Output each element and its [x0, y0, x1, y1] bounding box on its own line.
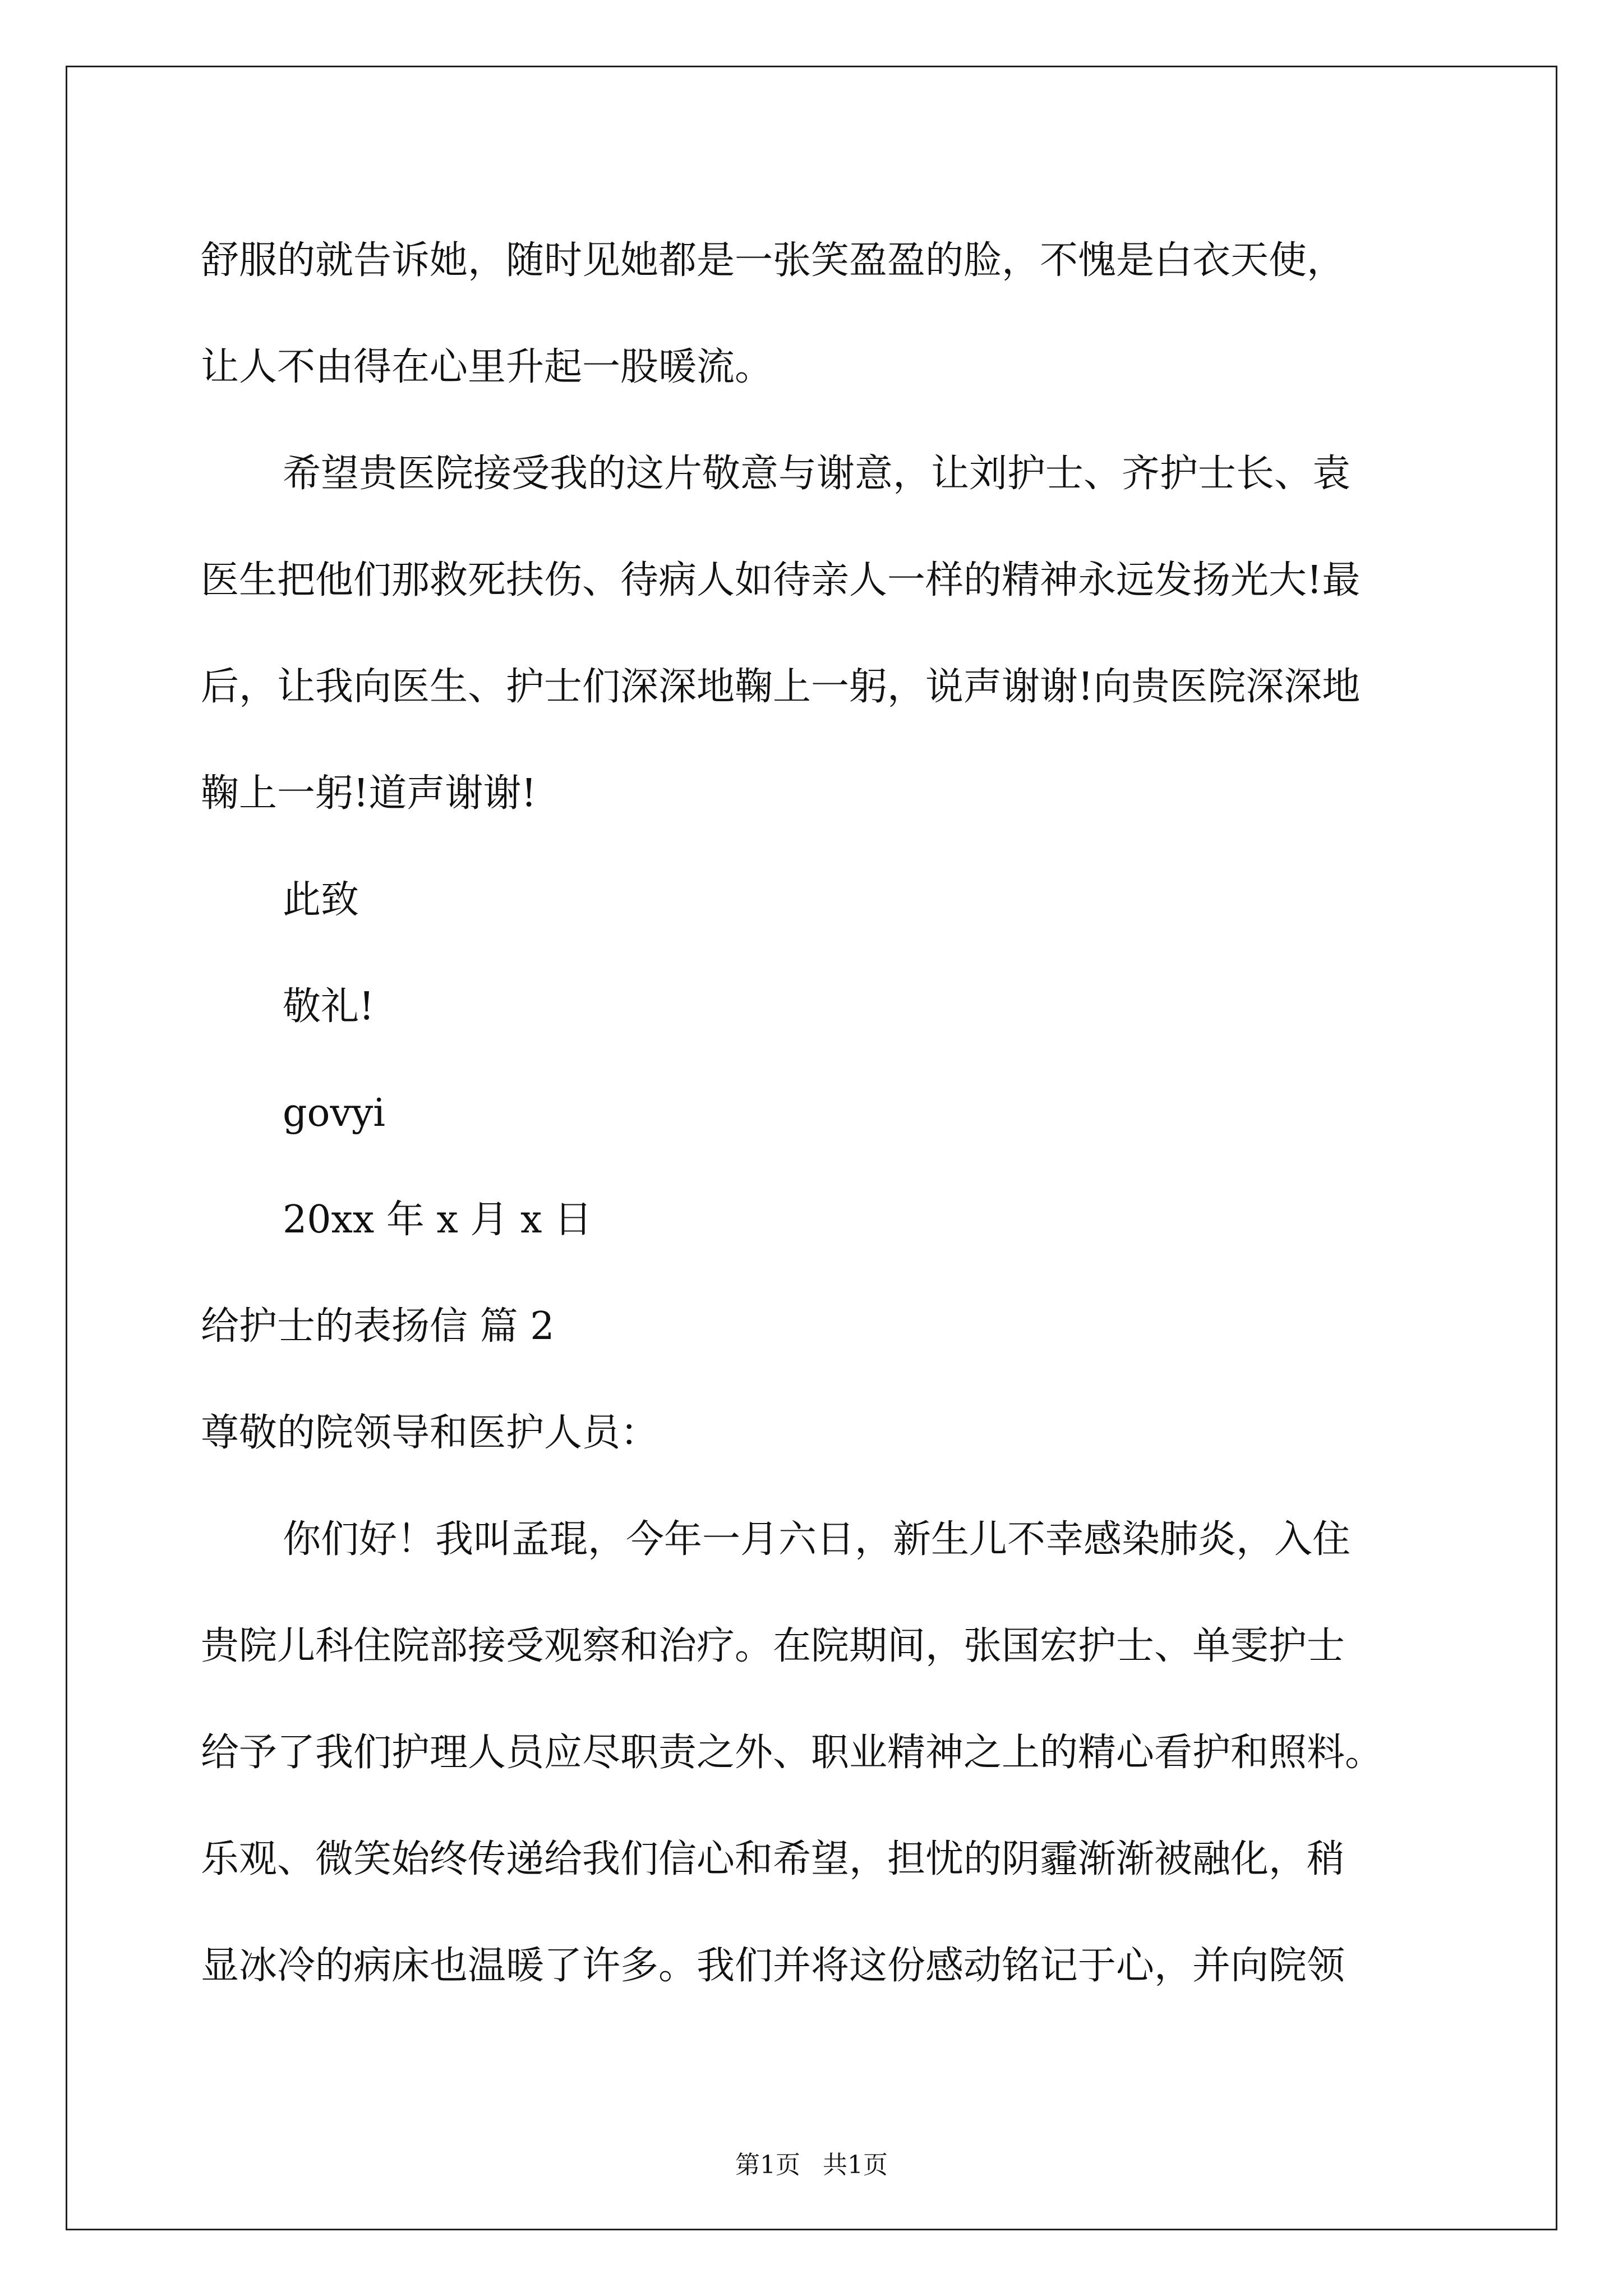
text-line: 尊敬的院领导和医护人员：	[201, 1411, 659, 1455]
text-line: 显冰冷的病床也温暖了许多。我们并将这份感动铭记于心，并向院领	[201, 1944, 1345, 1988]
text-line: 你们好！我叫孟琨，今年一月六日，新生儿不幸感染肺炎，入住	[283, 1517, 1351, 1562]
text-line: 乐观、微笑始终传递给我们信心和希望，担忧的阴霾渐渐被融化，稍	[201, 1837, 1345, 1881]
text-line: 给予了我们护理人员应尽职责之外、职业精神之上的精心看护和照料。	[201, 1731, 1384, 1775]
text-line: 舒服的就告诉她，随时见她都是一张笑盈盈的脸，不愧是白衣天使，	[201, 238, 1345, 283]
text-line: 敬礼!	[283, 984, 375, 1029]
text-line: 让人不由得在心里升起一股暖流。	[201, 345, 773, 389]
page-number-current: 第1页	[735, 2151, 800, 2179]
text-line: 贵院儿科住院部接受观察和治疗。在院期间，张国宏护士、单雯护士	[201, 1624, 1345, 1668]
text-line: 希望贵医院接受我的这片敬意与谢意，让刘护士、齐护士长、袁	[283, 452, 1351, 496]
letter-body	[201, 208, 1429, 2019]
text-line: 后，让我向医生、护士们深深地鞠上一躬，说声谢谢!向贵医院深深地	[201, 665, 1361, 709]
page-number-total: 共1页	[823, 2151, 888, 2179]
text-line: 鞠上一躬!道声谢谢!	[201, 771, 537, 816]
text-line: 医生把他们那救死扶伤、待病人如待亲人一样的精神永远发扬光大!最	[201, 558, 1361, 602]
text-line: 20xx 年 x 月 x 日	[283, 1198, 593, 1242]
page-footer	[0, 2148, 1623, 2182]
text-line: 此致	[283, 878, 359, 922]
text-line: 给护士的表扬信 篇 2	[201, 1304, 555, 1349]
text-line: govyi	[283, 1091, 386, 1135]
